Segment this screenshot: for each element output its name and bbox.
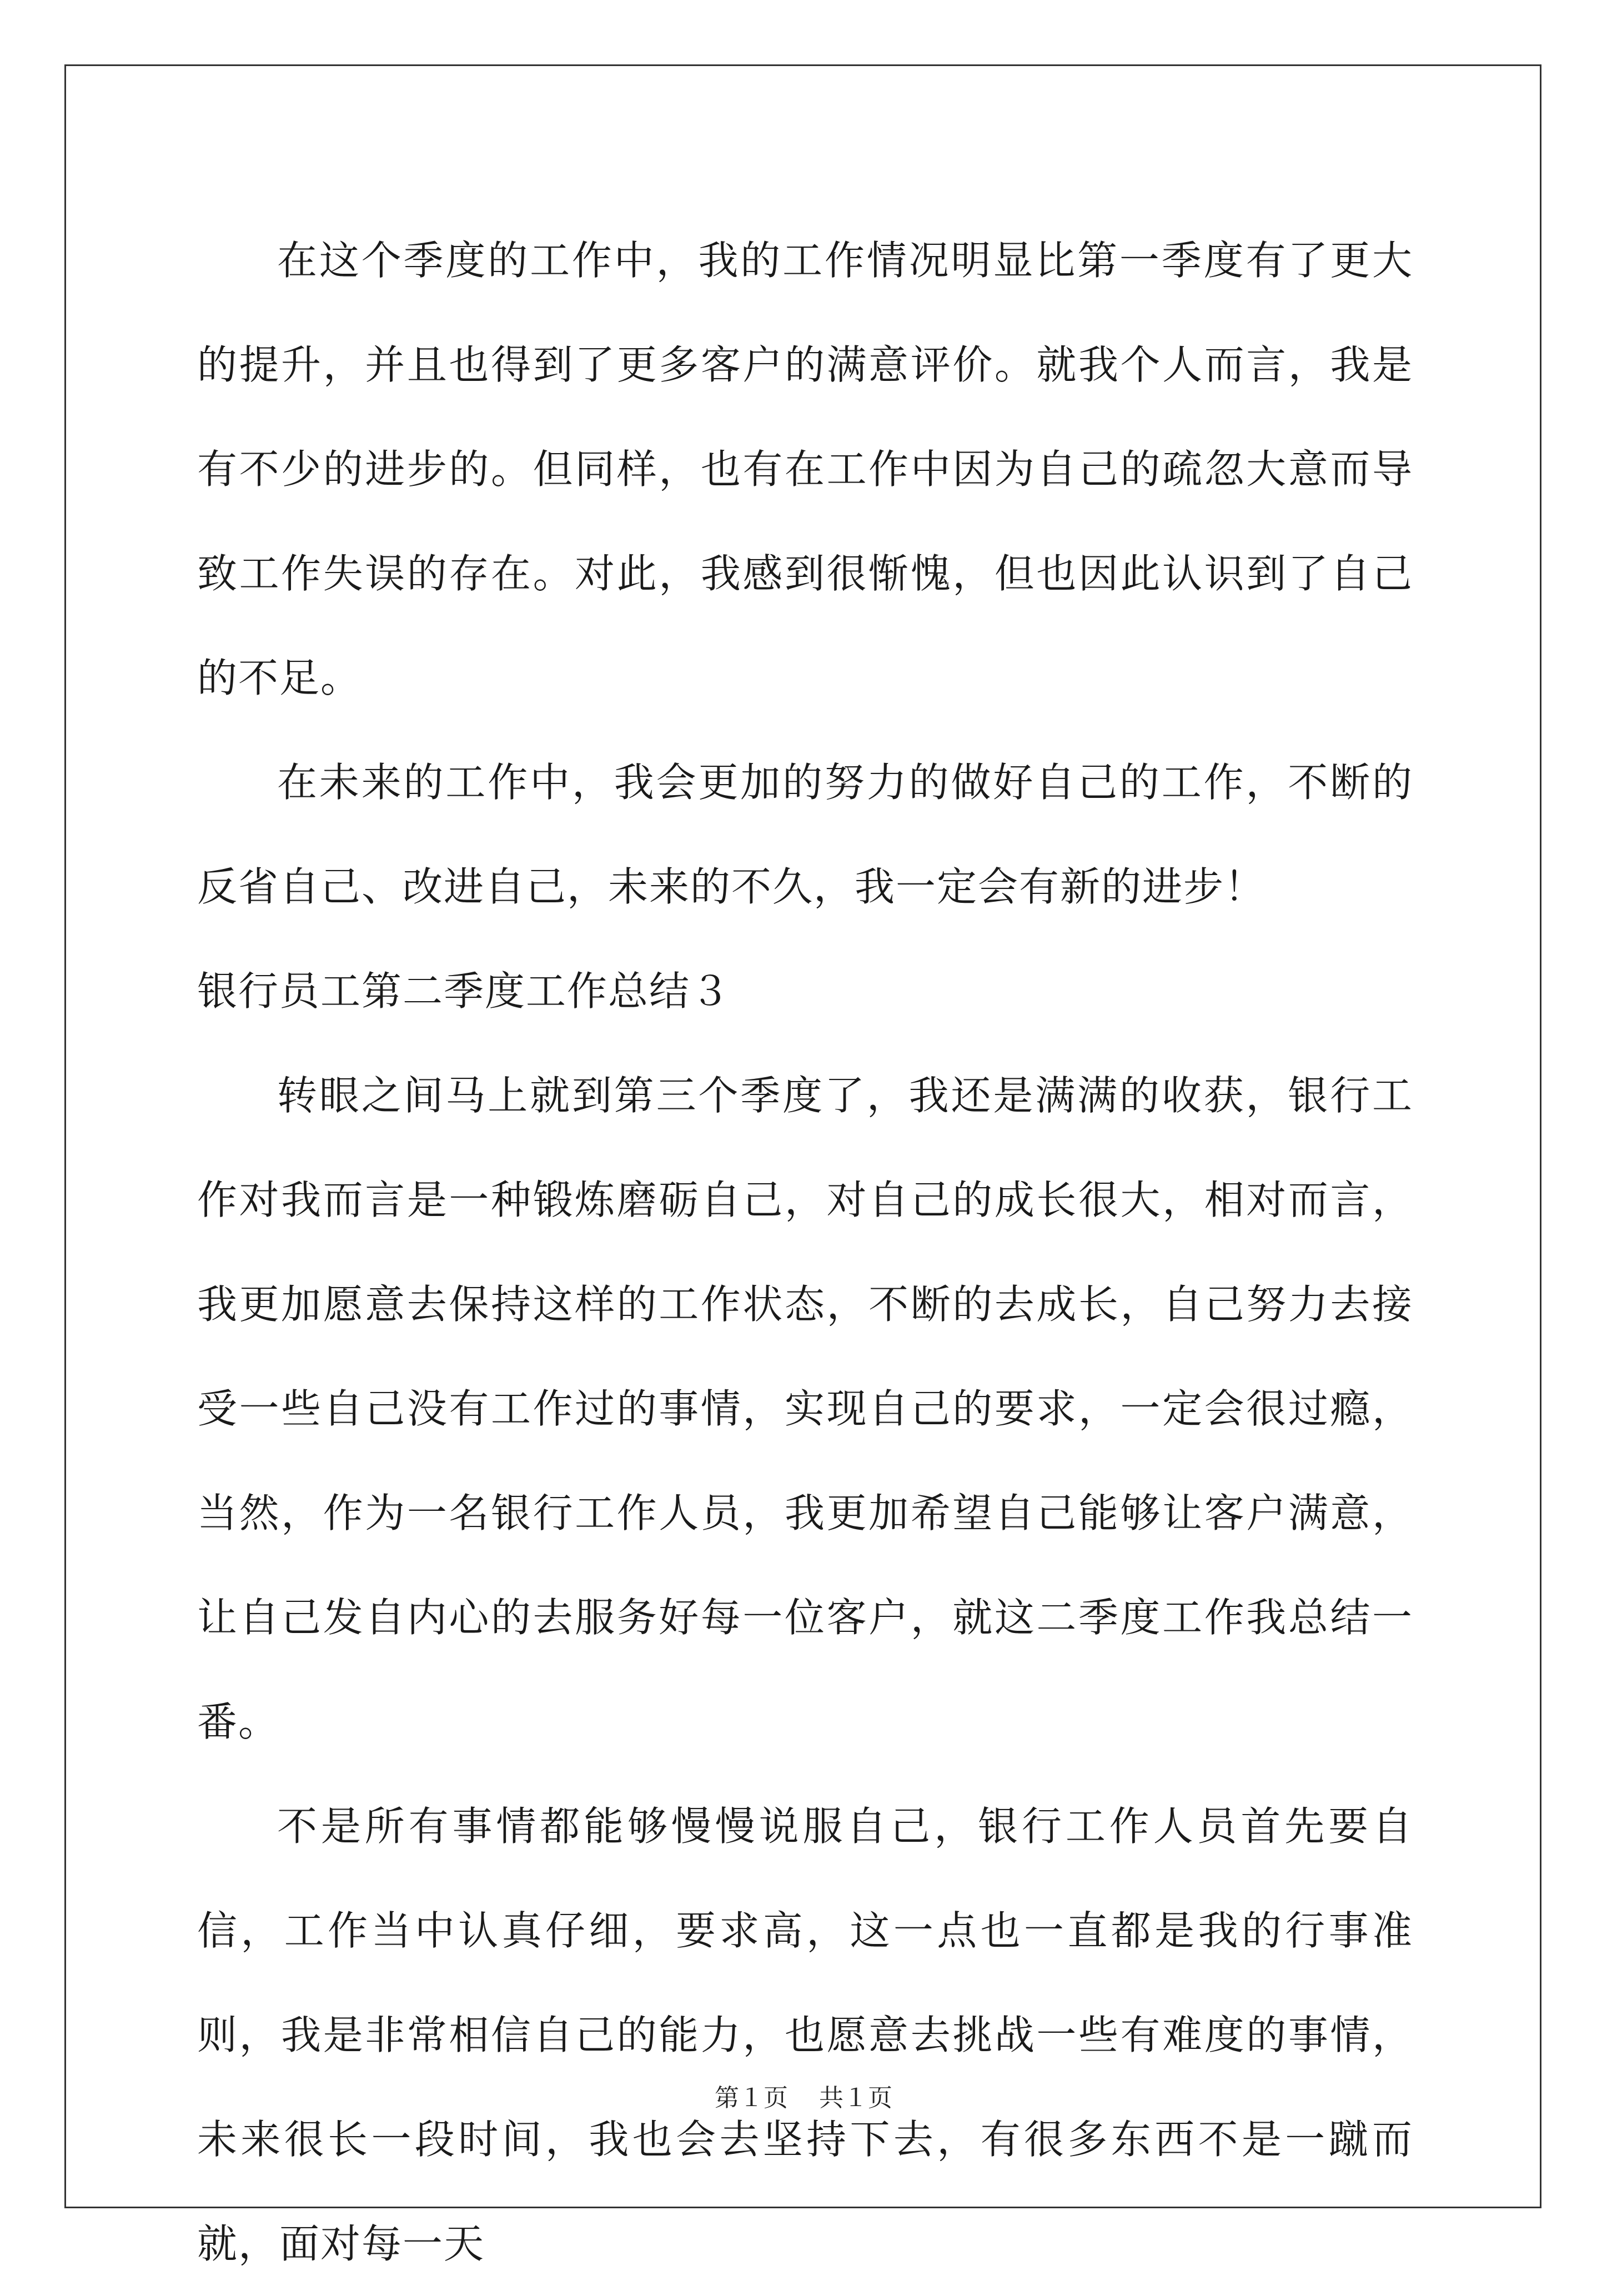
document-body: [197, 208, 1413, 2296]
paragraph: 在这个季度的工作中，我的工作情况明显比第一季度有了更大的提升，并且也得到了更多客户的满意评价。就我个人而言，我是有不少的进步的。但同样，也有在工作中因为自己的疏忽大意而导致工作失误的存在。对此，我感到很惭愧，但也因此认识到了自己的不足。: [197, 237, 1413, 701]
paragraph: 不是所有事情都能够慢慢说服自己，银行工作人员首先要自信，工作当中认真仔细，要求高，这一点也一直都是我的行事准则，我是非常相信自己的能力，也愿意去挑战一些有难度的事情，未来很长一段时间，我也会去坚持下去，有很多东西不是一蹴而就，面对每一天: [197, 1803, 1413, 2267]
page-total: 共１页: [819, 2084, 892, 2112]
paragraph: 转眼之间马上就到第三个季度了，我还是满满的收获，银行工作对我而言是一种锻炼磨砺自己，对自己的成长很大，相对而言，我更加愿意去保持这样的工作状态，不断的去成长，自己努力去接受一些自己没有工作过的事情，实现自己的要求，一定会很过瘾，当然，作为一名银行工作人员，我更加希望自己能够让客户满意，让自己发自内心的去服务好每一位客户，就这二季度工作我总结一番。: [197, 1072, 1413, 1745]
page-footer: [0, 2078, 1607, 2113]
section-heading: 银行员工第二季度工作总结３: [197, 968, 732, 1014]
paragraph: 在未来的工作中，我会更加的努力的做好自己的工作，不断的反省自己、改进自己，未来的不久，我一定会有新的进步！: [197, 759, 1413, 910]
page-number: 第１页: [715, 2084, 788, 2112]
